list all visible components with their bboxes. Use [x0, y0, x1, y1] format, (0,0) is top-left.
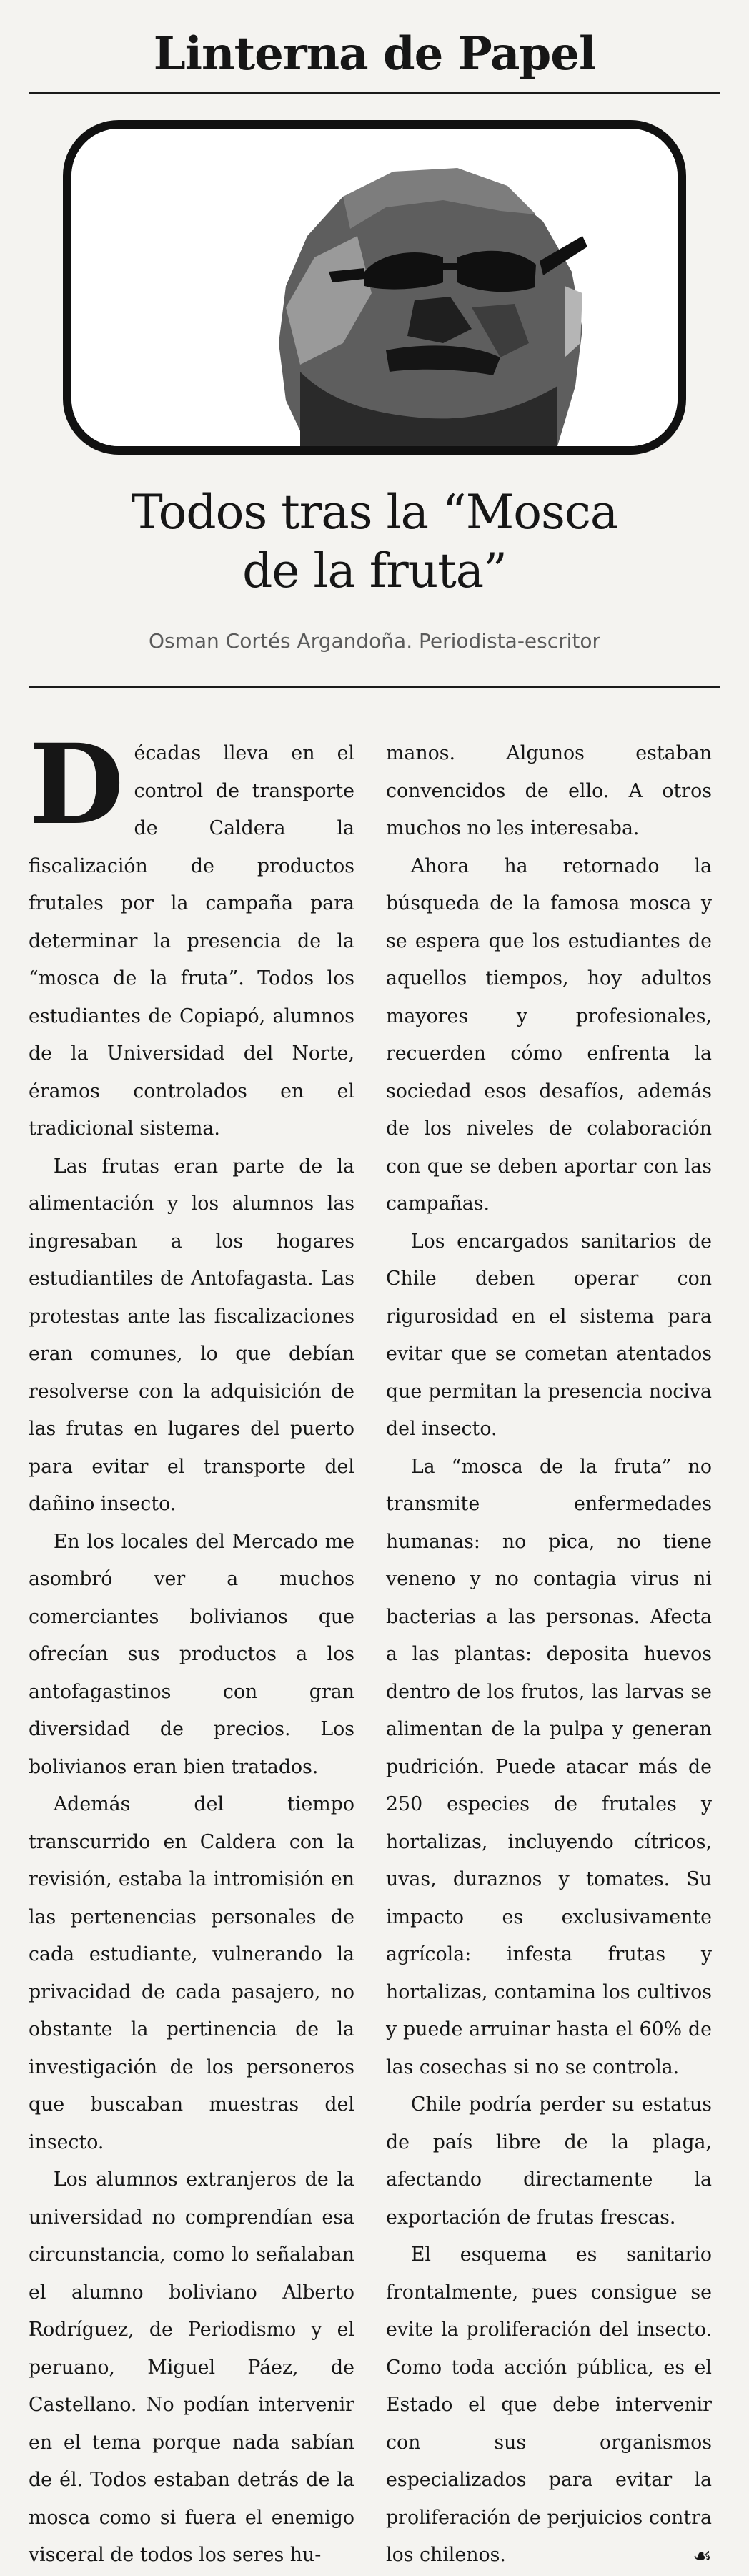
paragraph: La “mosca de la fruta” no transmite enfermedades humanas: no pica, no tiene veneno y no contagia virus ni bacterias a las personas. Afecta a las plantas: deposita huevos dentro de los frutos, las larvas se alimentan de la pulpa y generan pudrición. Puede atacar más de 250 especies de frutales y hortalizas, incluyendo cítricos, uvas, duraznos y tomates. Su impacto es exclusivamente agrícola: infesta frutas y hortalizas, contamina los cultivos y puede arruinar hasta el 60% de las cosechas si no se controla. — [386, 1455, 712, 2078]
byline-rule — [29, 686, 720, 688]
article-column-left — [29, 720, 354, 2575]
author-portrait — [63, 120, 686, 455]
paragraph: Los alumnos extranjeros de la universidad no comprendían esa circunstancia, como lo señalaban el alumno boliviano Alberto Rodríguez, de Periodismo y el peruano, Miguel Páez, de Castellano. No podían intervenir en el tema porque nada sabían de él. Todos estaban detrás de la mosca como si fuera el enemigo visceral de todos los seres hu- — [29, 2168, 354, 2566]
paragraph: En los locales del Mercado me asombró ver a muchos comerciantes bolivianos que ofrecían sus productos a los antofagastinos con gran diversidad de precios. Los bolivianos eran bien tratados. — [29, 1530, 354, 1778]
article-column-right — [386, 735, 712, 2576]
paragraph — [386, 2236, 712, 2575]
drop-cap: D — [29, 720, 124, 849]
header-rule — [29, 92, 720, 94]
headline-line-2: de la fruta” — [242, 543, 507, 598]
paragraph: Las frutas eran parte de la alimentación y los alumnos las ingresaban a los hogares estudiantiles de Antofagasta. Las protestas ante las fiscalizaciones eran comunes, lo que debían resolverse con la adquisición de las frutas en lugares del puerto para evitar el transporte del dañino insecto. — [29, 1155, 354, 1515]
paragraph-text: El esquema es sanitario frontalmente, pues consigue se evite la proliferación del insecto. Como toda acción pública, es el Estado el que debe intervenir con sus organismos especializados para evitar la proliferación de perjuicios contra los chilenos. — [386, 2244, 712, 2566]
paragraph: manos. Algunos estaban convencidos de ello. A otros muchos no les interesaba. — [386, 742, 712, 839]
section-title: Linterna de Papel — [153, 27, 596, 81]
paragraph: Ahora ha retornado la búsqueda de la famosa mosca y se espera que los estudiantes de aquellos tiempos, hoy adultos mayores y profesionales, recuerden cómo enfrenta la sociedad esos desafíos, además de los niveles de colaboración con que se deben aportar con las campañas. — [386, 854, 712, 1215]
paragraph-text: écadas lleva en el control de transporte de Caldera la fiscalización de productos frutales por la campaña para determinar la presencia de la “mosca de la fruta”. Todos los estudiantes de Copiapó, alumnos de la Universidad del Norte, éramos controlados en el tradicional sistema. — [29, 742, 354, 1140]
byline: Osman Cortés Argandoña. Periodista-escritor — [148, 629, 601, 653]
paragraph: Además del tiempo transcurrido en Caldera con la revisión, estaba la intromisión en las pertenencias personales de cada estudiante, vulnerando la privacidad de cada pasajero, no obstante la pertinencia de la investigación de los personeros que buscaban muestras del insecto. — [29, 1793, 354, 2153]
paragraph — [29, 720, 354, 1148]
end-mark-icon: ☙ — [693, 2544, 712, 2569]
paragraph: Los encargados sanitarios de Chile deben operar con rigurosidad en el sistema para evitar que se cometan atentados que permitan la presencia nociva del insecto. — [386, 1230, 712, 1440]
article-headline — [29, 483, 720, 601]
headline-line-1: Todos tras la “Mosca — [131, 485, 618, 540]
paragraph: Chile podría perder su estatus de país libre de la plaga, afectando directamente la exportación de frutas frescas. — [386, 2093, 712, 2229]
